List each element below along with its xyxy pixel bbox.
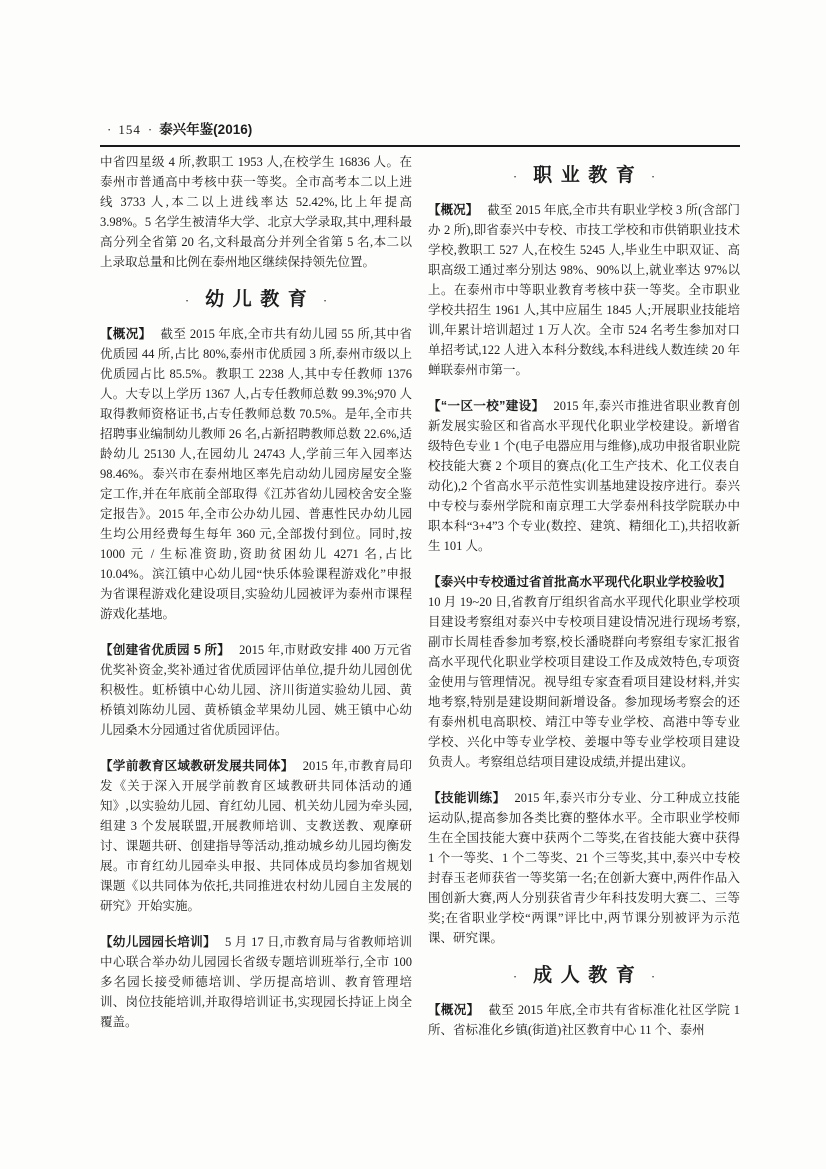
header-dot-right-icon: ·	[147, 122, 153, 137]
entry-vocational-overview	[428, 200, 740, 380]
heading-dot-icon: ·	[512, 969, 518, 984]
page-header	[100, 118, 740, 145]
entry-text: 2015 年,市财政安排 400 万元省优奖补资金,奖补通过省优质园评估单位,提升幼儿园创优积极性。虹桥镇中心幼儿园、济川街道实验幼儿园、黄桥镇刘陈幼儿园、黄桥镇金苹果幼儿园、姚王镇中心幼儿园桑木分园通过省优质园评估。	[100, 643, 412, 737]
section-title-adult: 成人教育	[533, 965, 644, 986]
entry-principal-training	[100, 932, 412, 1032]
entry-label: 【概况】	[100, 327, 152, 341]
entry-text: 2015 年,市教育局印发《关于深入开展学前教育区域教研共同体活动的通知》,以实验幼儿园、育红幼儿园、机关幼儿园为牵头园,组建 3 个发展联盟,开展教师培训、支教送教、观摩研讨、课题共研、创建指导等活动,推动城乡幼儿园均衡发展。市育红幼儿园牵头申报、共同体成员均参加省规划课题《以共同体为依托,共同推进农村幼儿园自主发展的研究》开始实施。	[100, 759, 412, 913]
content-columns	[100, 152, 740, 1040]
entry-label: 【技能训练】	[428, 791, 506, 805]
entry-one-zone-one-school	[428, 396, 740, 556]
entry-quality-kindergartens	[100, 640, 412, 740]
entry-text: 10 月 19~20 日,省教育厅组织省高水平现代化职业学校项目建设考察组对泰兴中专校项目建设情况进行现场考察,副市长周桂香参加考察,校长潘晓群向考察组专家汇报省高水平现代化职业学校项目建设工作及成效特色,专项资金使用与管理情况。视导组专家查看项目建设材料,并实地考察,特别是建设期间新增设备。参加现场考察会的还有泰州机电高职校、靖江中等专业学校、高港中等专业学校、兴化中等专业学校、姜堰中等专业学校项目建设负责人。考察组总结项目建设成绩,并提出建议。	[428, 595, 740, 769]
column-left	[100, 152, 412, 1040]
entry-text: 截至 2015 年底,全市共有幼儿园 55 所,其中省优质园 44 所,占比 80%,泰州市优质园 3 所,泰州市级以上优质园占比 85.5%。教职工 2238 人,其中专任教师 1376 人。大专以上学历 1367 人,占专任教师总数 99.3%;970 人取得教师资格证书,占专任教师总数 70.5%。是年,全市共招聘事业编制幼儿教师 26 名,占新招聘教师总数 22.6%,适龄幼儿 25130 人,在园幼儿 24743 人,学前三年入园率达 98.46%。泰兴市在泰州地区率先启动幼儿园房屋安全鉴定工作,并在年底前全部取得《江苏省幼儿园校舍安全鉴定报告》。2015 年,全市公办幼儿园、普惠性民办幼儿园生均公用经费每生每年 360 元,全部拨付到位。同时,按 1000 元 / 生标准资助,资助贫困幼儿 4271 名,占比 10.04%。滨江镇中心幼儿园“快乐体验课程游戏化”申报为省课程游戏化建设项目,实验幼儿园被评为泰州市课程游戏化基地。	[100, 327, 412, 621]
heading-dot-icon: ·	[322, 293, 328, 308]
section-title-preschool: 幼儿教育	[205, 289, 316, 310]
heading-dot-icon: ·	[512, 169, 518, 184]
entry-text: 截至 2015 年底,全市共有职业学校 3 所(含部门办 2 所),即省泰兴中专校、市技工学校和市供销职业技术学校,教职工 527 人,在校生 5245 人,毕业生中职双证、高职高级工通过率分别达 98%、90%以上,就业率达 97%以上。在泰州市中等职业教育考核中获一等奖。全市职业学校共招生 1961 人,其中应届生 1845 人;开展职业技能培训,年累计培训超过 1 万人次。全市 524 名考生参加对口单招考试,122 人进入本科分数线,本科进线人数连续 20 年蝉联泰州市第一。	[428, 203, 740, 377]
header-dot-left-icon: ·	[107, 122, 112, 137]
section-title-vocational: 职业教育	[533, 165, 644, 186]
entry-label: 【学前教育区域教研发展共同体】	[100, 759, 294, 773]
entry-label: 【幼儿园园长培训】	[100, 935, 216, 949]
heading-dot-icon: ·	[184, 293, 190, 308]
continuation-paragraph: 中省四星级 4 所,教职工 1953 人,在校学生 16836 人。在泰州市普通高中考核中获一等奖。全市高考本二以上进线 3733 人,本二以上进线率达 52.42%,比上年提高 3.98%。5 名学生被清华大学、北京大学录取,其中,理科最高分列全省第 20 名,文科最高分并列全省第 5 名,本二以上录取总量和比例在泰州地区继续保持领先位置。	[100, 155, 412, 269]
heading-dot-icon: ·	[650, 969, 656, 984]
entry-label: 【泰兴中专校通过省首批高水平现代化职业学校验收】	[428, 575, 731, 589]
section-heading-adult-education	[428, 966, 740, 986]
entry-text: 2015 年,泰兴市分专业、分工种成立技能运动队,提高参加各类比赛的整体水平。全市职业学校师生在全国技能大赛中获两个二等奖,在省技能大赛中获得 1 个一等奖、1 个二等奖、21 个三等奖,其中,泰兴中专校封春玉老师获省一等奖第一名;在创新大赛中,两件作品入围创新大赛,两人分别获省青少年科技发明大赛二、三等奖;在省职业学校“两课”评比中,两节课分别被评为示范课、研究课。	[428, 791, 740, 945]
entry-regional-research-community	[100, 756, 412, 916]
entry-label: 【“一区一校”建设】	[428, 399, 545, 413]
entry-skills-training	[428, 788, 740, 948]
heading-dot-icon: ·	[650, 169, 656, 184]
entry-preschool-overview	[100, 324, 412, 624]
header-rule	[100, 145, 740, 147]
page-number: 154	[118, 122, 141, 137]
entry-adult-overview	[428, 1000, 740, 1040]
column-right	[428, 152, 740, 1040]
book-title: 泰兴年鉴(2016)	[159, 122, 253, 137]
entry-label: 【概况】	[428, 203, 479, 217]
entry-label: 【创建省优质园 5 所】	[100, 643, 231, 657]
entry-text: 截至 2015 年底,全市共有省标准化社区学院 1 所、省标准化乡镇(街道)社区教育中心 11 个、泰州	[428, 1003, 740, 1037]
entry-text: 2015 年,泰兴市推进省职业教育创新发展实验区和省高水平现代化职业学校建设。新增省级特色专业 1 个(电子电器应用与维修),成功申报省职业院校技能大赛 2 个项目的赛点(化工生产技术、化工仪表自动化),2 个省高水平示范性实训基地建设按序进行。泰兴中专校与泰州学院和南京理工大学泰州科技学院联办中职本科“3+4”3 个专业(数控、建筑、精细化工),共招收新生 101 人。	[428, 399, 740, 553]
entry-label: 【概况】	[428, 1003, 480, 1017]
entry-text: 5 月 17 日,市教育局与省教师培训中心联合举办幼儿园园长省级专题培训班举行,全市 100 多名园长接受师德培训、学历提高培训、教育管理培训、岗位技能培训,并取得培训证书,实现园长持证上岗全覆盖。	[100, 935, 412, 1029]
section-heading-vocational-education	[428, 166, 740, 186]
entry-school-acceptance-inspection	[428, 572, 740, 772]
section-heading-preschool-education	[100, 290, 412, 310]
